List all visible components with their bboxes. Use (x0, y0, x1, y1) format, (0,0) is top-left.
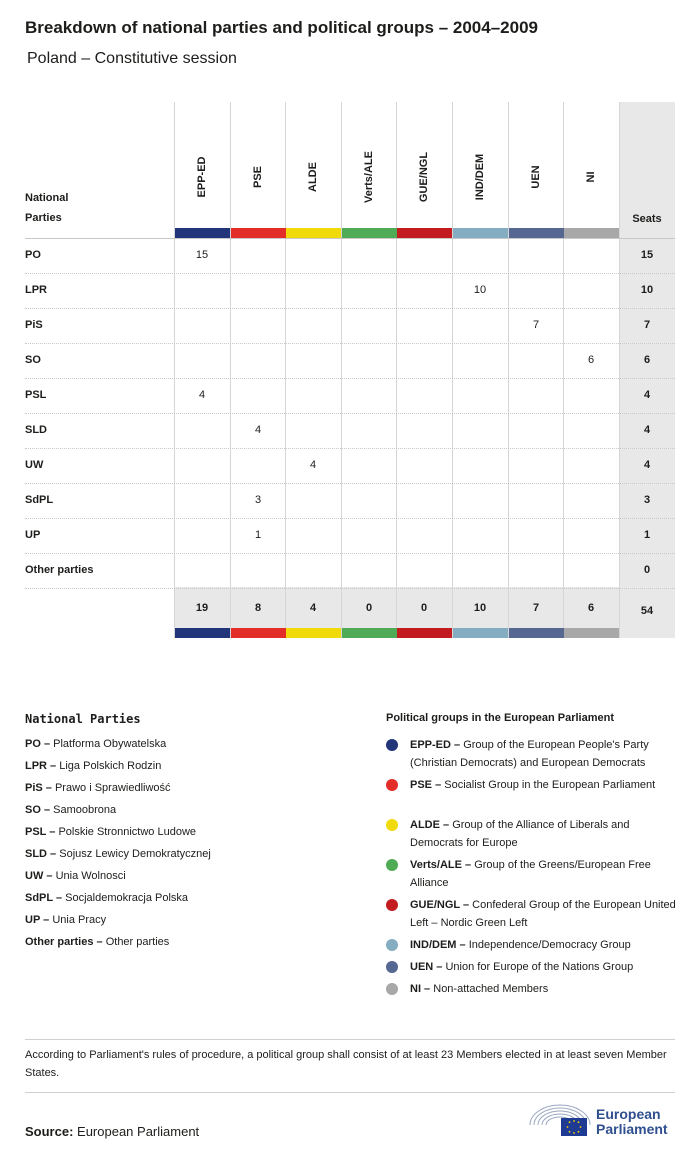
group-color-dot (386, 819, 398, 831)
table-row-seats: 0 (643, 564, 651, 576)
group-color-bar-bottom (231, 628, 286, 638)
group-abbr: NI – (410, 983, 431, 995)
national-party-name: Other parties (105, 936, 170, 948)
national-party-name: Unia Wolnosci (55, 870, 126, 882)
group-color-bar-top (509, 228, 564, 238)
national-party-abbr: SLD – (25, 848, 57, 860)
group-header (174, 122, 230, 232)
grand-total: 54 (640, 605, 654, 617)
group-color-bar-bottom (342, 628, 397, 638)
national-party-name: Platforma Obywatelska (53, 738, 167, 750)
group-total: 8 (254, 602, 262, 614)
national-party-legend-item (25, 848, 211, 860)
group-color-dot (386, 739, 398, 751)
group-color-bar-bottom (397, 628, 452, 638)
group-abbr: GUE/NGL – (410, 899, 470, 911)
national-party-name: Samoobrona (53, 804, 117, 816)
table-cell: 3 (254, 494, 262, 506)
logo-text-line1: European (596, 1106, 661, 1122)
group-color-bar-top (286, 228, 341, 238)
group-color-dot (386, 779, 398, 791)
group-color-dot (386, 983, 398, 995)
group-color-bar-top (453, 228, 508, 238)
table-row-party: SO (25, 354, 41, 366)
national-party-abbr: SO – (25, 804, 51, 816)
group-total: 19 (195, 602, 209, 614)
group-color-bar-bottom (564, 628, 619, 638)
table-row-party: PO (25, 249, 41, 261)
table-cell: 7 (532, 319, 540, 331)
national-party-abbr: UW – (25, 870, 53, 882)
table-row-party: SLD (25, 424, 47, 436)
national-party-legend-item (25, 804, 116, 816)
group-name: Independence/Democracy Group (468, 939, 631, 951)
group-abbr: EPP-ED – (410, 739, 461, 751)
group-legend-item (410, 816, 678, 852)
group-header-label: ALDE (307, 162, 319, 192)
national-party-abbr: LPR – (25, 760, 57, 772)
table-row-seats: 1 (643, 529, 651, 541)
national-party-abbr: Other parties – (25, 936, 103, 948)
table-row-seats: 6 (643, 354, 651, 366)
source-label: Source: (25, 1124, 74, 1139)
group-color-bar-bottom (509, 628, 564, 638)
table-row-seats: 4 (643, 459, 651, 471)
national-party-legend-item (25, 826, 196, 838)
note-top-divider (25, 1039, 675, 1040)
group-header (452, 122, 508, 232)
national-party-abbr: PO – (25, 738, 51, 750)
row-divider (25, 448, 675, 449)
group-color-bar-bottom (286, 628, 341, 638)
column-divider (619, 102, 620, 638)
note-bottom-divider (25, 1092, 675, 1093)
group-color-bar-top (397, 228, 452, 238)
national-party-legend-item (25, 870, 126, 882)
row-divider (25, 343, 675, 344)
group-header-label: PSE (252, 165, 264, 189)
group-abbr: ALDE – (410, 819, 450, 831)
table-row-seats: 4 (643, 424, 651, 436)
group-color-bar-bottom (453, 628, 508, 638)
table-row-seats: 15 (640, 249, 654, 261)
table-cell: 6 (587, 354, 595, 366)
national-party-abbr: PSL – (25, 826, 56, 838)
table-row-seats: 7 (643, 319, 651, 331)
group-header (341, 122, 397, 232)
group-total: 10 (473, 602, 487, 614)
group-header (285, 122, 341, 232)
group-header (563, 122, 619, 232)
group-header-label: NI (585, 171, 597, 183)
group-name: Group of the Greens/European Free Alliance (410, 859, 651, 889)
row-divider (25, 588, 675, 589)
table-cell: 4 (309, 459, 317, 471)
row-divider (25, 308, 675, 309)
table-row-party: SdPL (25, 494, 54, 506)
row-divider (25, 553, 675, 554)
group-legend-item (410, 896, 678, 932)
group-legend-item (410, 736, 678, 772)
breakdown-table (25, 102, 675, 638)
national-party-name: Liga Polskich Rodzin (59, 760, 162, 772)
table-row-party: PiS (25, 319, 43, 331)
table-cell: 15 (195, 249, 209, 261)
group-header-label: Verts/ALE (363, 151, 375, 203)
national-party-abbr: SdPL – (25, 892, 63, 904)
group-color-bar-top (564, 228, 619, 238)
table-cell: 10 (473, 284, 487, 296)
group-legend-item (410, 980, 678, 998)
table-cell: 4 (198, 389, 206, 401)
group-header-label: IND/DEM (474, 153, 486, 201)
seats-column-background (619, 102, 675, 638)
national-party-name: Prawo i Sprawiedliwość (54, 782, 171, 794)
source-value: European Parliament (77, 1124, 200, 1139)
table-row-party: Other parties (25, 564, 94, 576)
group-total: 7 (532, 602, 540, 614)
national-parties-legend-title: National Parties (25, 712, 141, 726)
group-total: 0 (365, 602, 373, 614)
national-party-legend-item (25, 936, 169, 948)
table-row-party: UP (25, 529, 41, 541)
groups-legend-title: Political groups in the European Parliament (386, 712, 614, 724)
group-color-dot (386, 899, 398, 911)
european-parliament-hemicycle-icon (527, 1101, 593, 1141)
group-total: 4 (309, 602, 317, 614)
national-party-abbr: UP – (25, 914, 50, 926)
row-divider (25, 378, 675, 379)
national-party-name: Unia Pracy (52, 914, 107, 926)
table-cell: 1 (254, 529, 262, 541)
header-divider (25, 238, 675, 239)
group-legend-item (410, 776, 678, 794)
group-color-bar-top (175, 228, 230, 238)
page-title: Breakdown of national parties and political groups – 2004–2009 (25, 18, 538, 37)
group-name: Union for Europe of the Nations Group (445, 961, 634, 973)
group-name: Group of the European People's Party (Christian Democrats) and European Democrats (410, 739, 649, 769)
group-color-bar-top (231, 228, 286, 238)
table-row-party: LPR (25, 284, 47, 296)
table-row-party: UW (25, 459, 44, 471)
national-party-legend-item (25, 760, 161, 772)
group-header (396, 122, 452, 232)
group-abbr: Verts/ALE – (410, 859, 472, 871)
group-abbr: UEN – (410, 961, 443, 973)
row-divider (25, 518, 675, 519)
group-color-dot (386, 939, 398, 951)
group-name: Confederal Group of the European United Left – Nordic Green Left (410, 899, 676, 929)
group-header (230, 122, 286, 232)
page-subtitle: Poland – Constitutive session (27, 50, 237, 67)
national-parties-header-line2: Parties (25, 212, 62, 224)
group-name: Socialist Group in the European Parliament (444, 779, 656, 791)
group-header-label: EPP-ED (196, 156, 208, 198)
national-parties-header (25, 188, 68, 228)
national-party-name: Sojusz Lewicy Demokratycznej (59, 848, 211, 860)
table-cell: 4 (254, 424, 262, 436)
logo-text (596, 1107, 668, 1137)
source-line (25, 1124, 199, 1139)
table-row-seats: 10 (640, 284, 654, 296)
group-abbr: IND/DEM – (410, 939, 466, 951)
group-color-bar-top (342, 228, 397, 238)
table-row-party: PSL (25, 389, 47, 401)
group-color-dot (386, 961, 398, 973)
group-header (508, 122, 564, 232)
group-total: 6 (587, 602, 595, 614)
row-divider (25, 413, 675, 414)
row-divider (25, 273, 675, 274)
seats-header: Seats (632, 213, 662, 225)
national-party-legend-item (25, 914, 106, 926)
group-legend-item (410, 936, 678, 954)
row-divider (25, 483, 675, 484)
group-color-bar-bottom (175, 628, 230, 638)
national-party-legend-item (25, 892, 188, 904)
logo-text-line2: Parliament (596, 1121, 668, 1137)
national-party-abbr: PiS – (25, 782, 52, 794)
group-header-label: UEN (530, 165, 542, 189)
group-total: 0 (420, 602, 428, 614)
national-party-legend-item (25, 738, 166, 750)
national-party-legend-item (25, 782, 171, 794)
table-row-seats: 4 (643, 389, 651, 401)
group-color-dot (386, 859, 398, 871)
table-row-seats: 3 (643, 494, 651, 506)
national-party-name: Polskie Stronnictwo Ludowe (58, 826, 197, 838)
group-legend-item (410, 958, 678, 976)
group-abbr: PSE – (410, 779, 442, 791)
national-parties-header-line1: National (25, 192, 69, 204)
group-name: Non-attached Members (433, 983, 549, 995)
national-party-name: Socjaldemokracja Polska (65, 892, 189, 904)
group-name: Group of the Alliance of Liberals and Democrats for Europe (410, 819, 630, 849)
rules-note: According to Parliament's rules of procedure, a political group shall consist of at least 23 Members elected in at least seven Member States. (25, 1049, 667, 1079)
group-legend-item (410, 856, 678, 892)
group-header-label: GUE/NGL (418, 151, 430, 203)
